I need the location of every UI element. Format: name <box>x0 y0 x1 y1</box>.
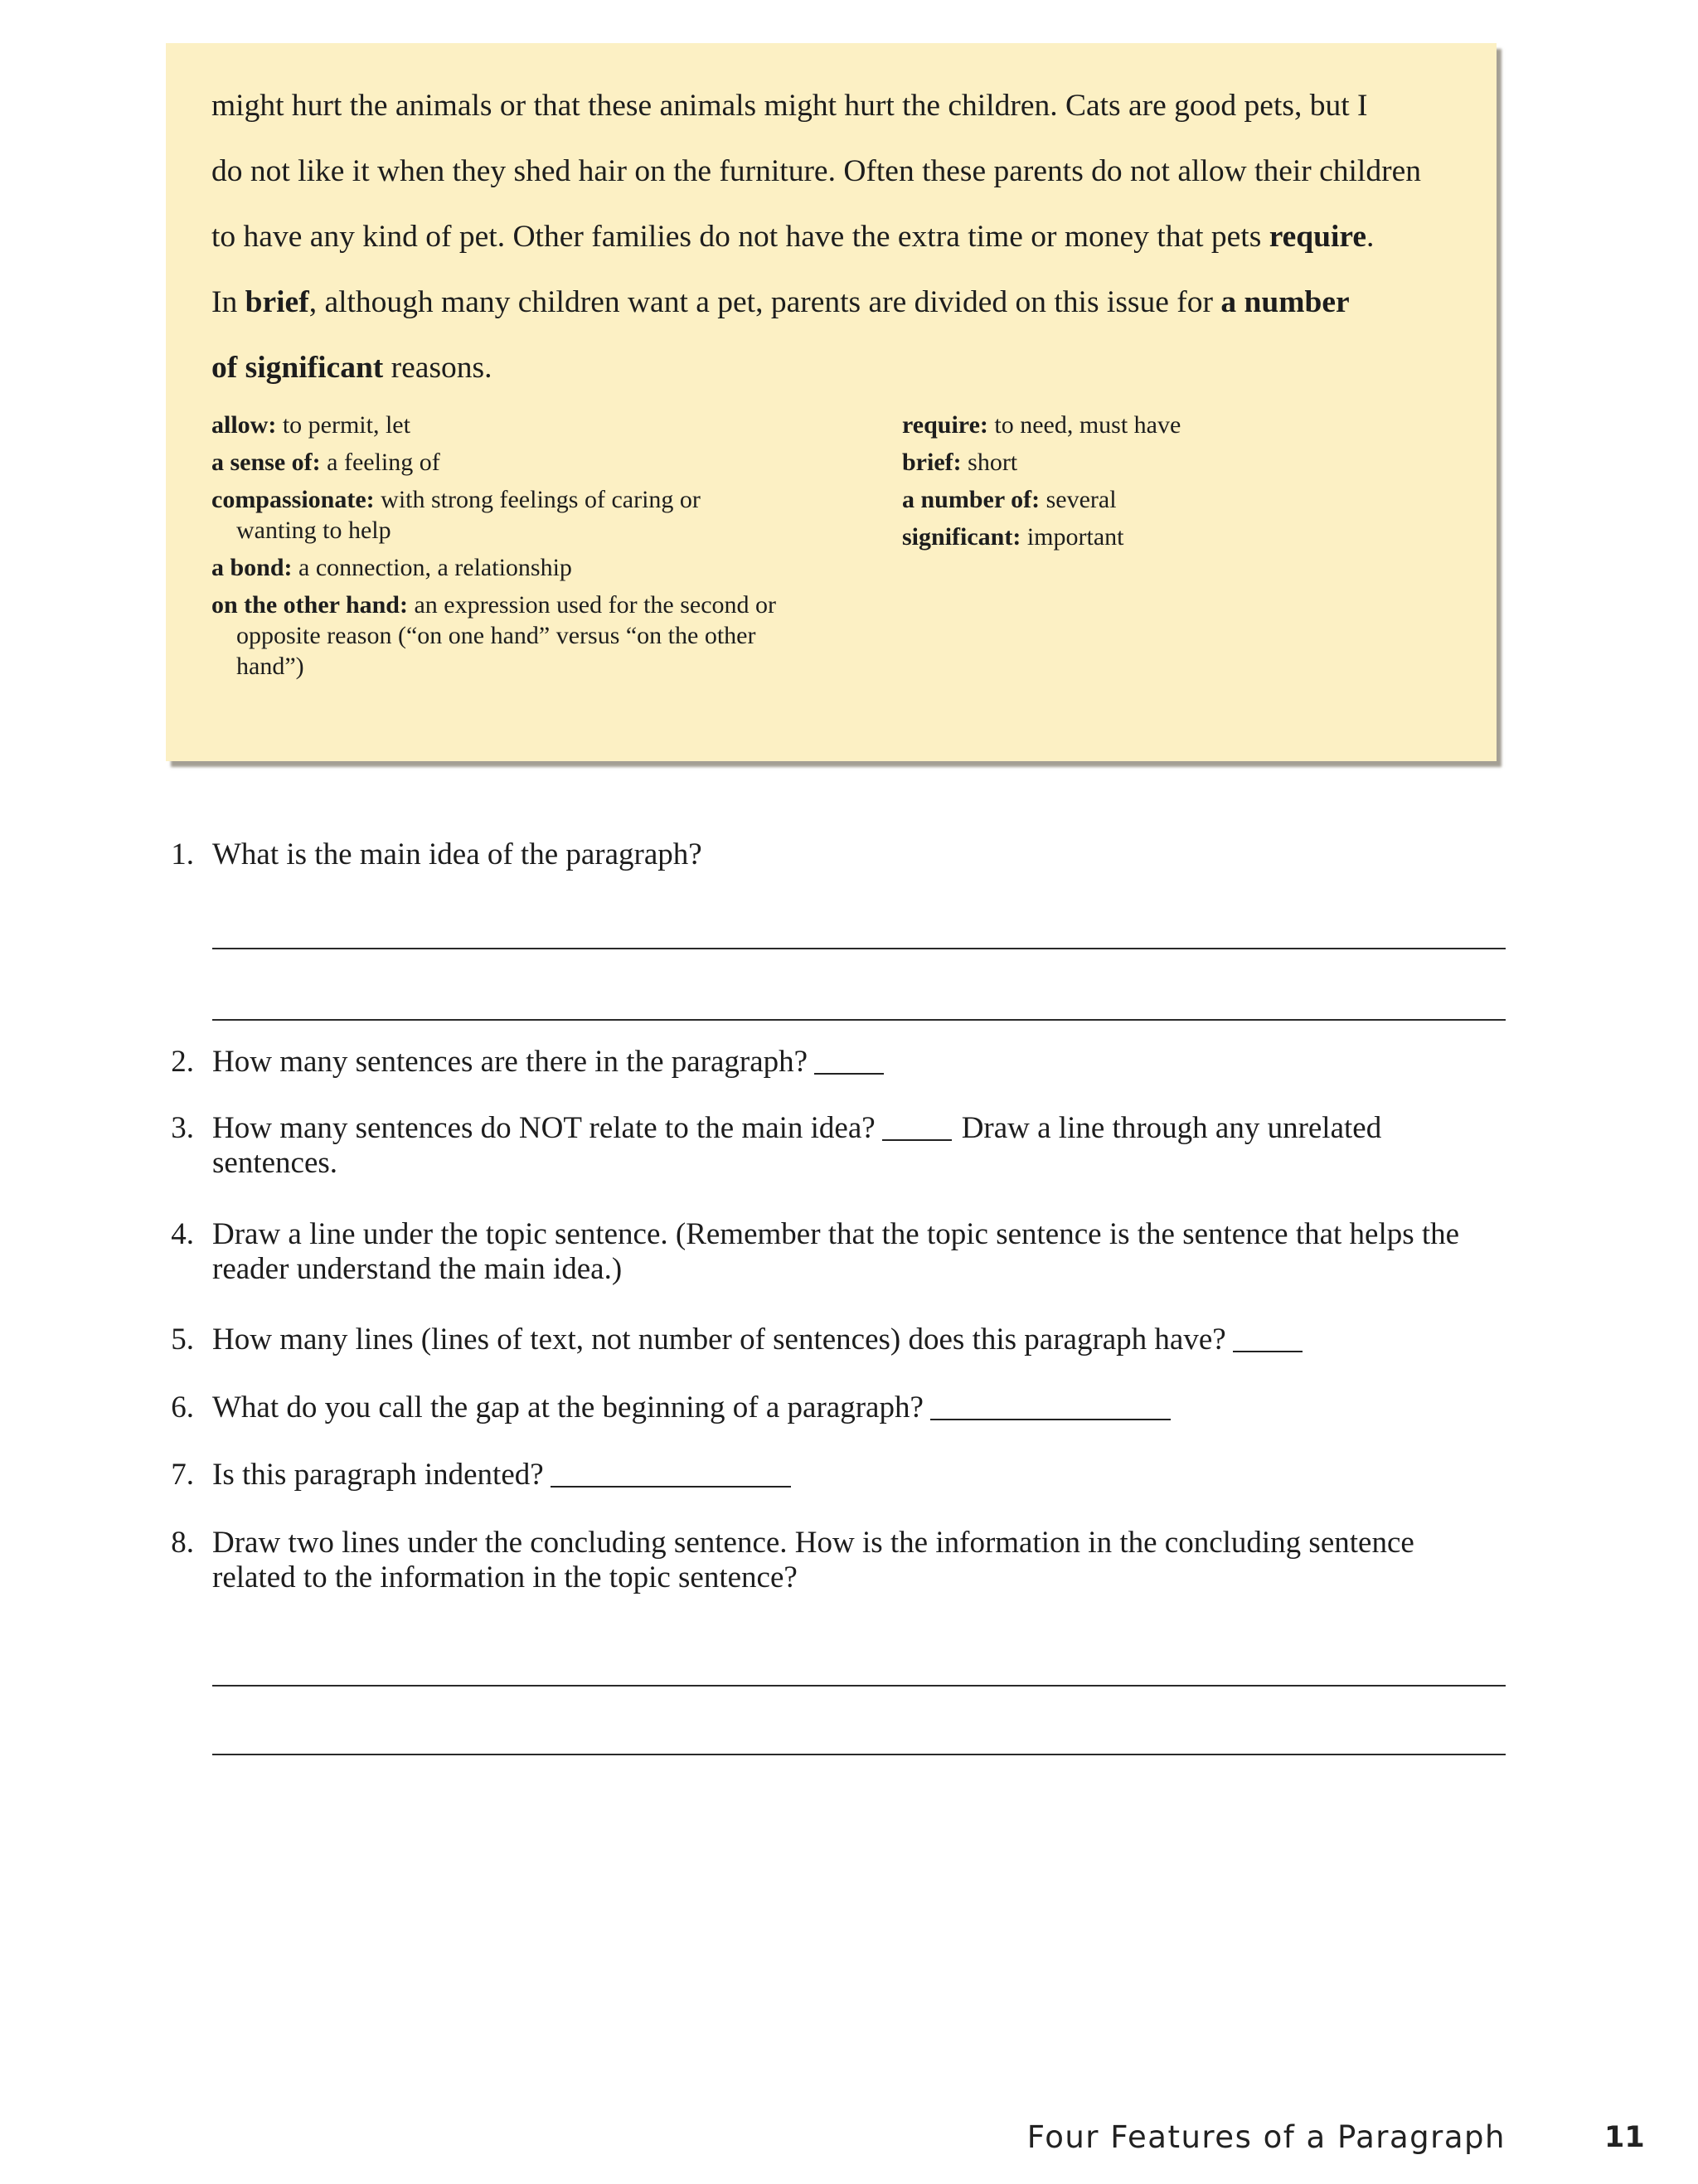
glossary-definition: a feeling of <box>320 449 440 476</box>
question-text-container <box>212 1390 1506 1425</box>
passage-text: , although many children want a pet, parents are divided on this issue for <box>308 285 1221 319</box>
glossary-entry <box>902 484 1466 515</box>
question-text: What do you call the gap at the beginning of a paragraph? <box>212 1390 924 1424</box>
passage-text: do not like it when they shed hair on the furniture. Often these parents do not allow their children <box>211 154 1421 188</box>
vocab-word-brief: brief <box>245 285 309 319</box>
glossary-definition: an expression used for the second or opposite reason (“on one hand” versus “on the other hand”) <box>236 591 777 680</box>
passage-line <box>211 335 1480 400</box>
glossary-entry <box>211 590 817 682</box>
question-number: 1. <box>171 837 194 871</box>
vocab-word-of-significant: of significant <box>211 351 384 385</box>
glossary-definition: to need, must have <box>987 411 1181 439</box>
footer-chapter-title: Four Features of a Paragraph <box>1026 2119 1506 2155</box>
glossary-right-column <box>902 410 1466 559</box>
glossary-definition: with strong feelings of caring or wanting to help <box>236 486 701 544</box>
glossary-entry <box>211 410 858 440</box>
question-text: How many lines (lines of text, not number of sentences) does this paragraph have? <box>212 1323 1226 1357</box>
question-number: 8. <box>171 1526 194 1560</box>
glossary-entry <box>211 447 858 478</box>
passage-text: . <box>1366 220 1375 254</box>
glossary-term: allow: <box>211 411 277 439</box>
reading-passage-box <box>166 43 1497 761</box>
answer-line-q1-2[interactable] <box>212 1019 1506 1021</box>
question-text-container <box>212 1458 1506 1492</box>
passage-line <box>211 73 1480 138</box>
answer-blank[interactable] <box>882 1111 952 1141</box>
question-text-container <box>212 1323 1506 1357</box>
answer-blank[interactable] <box>551 1458 791 1488</box>
question-text-container <box>212 1111 1464 1181</box>
glossary-definition: a connection, a relationship <box>292 554 572 581</box>
glossary-definition: important <box>1021 523 1124 551</box>
passage-text: reasons. <box>383 351 492 385</box>
passage-text: to have any kind of pet. Other families do not have the extra time or money that pets <box>211 220 1269 254</box>
glossary-term: a bond: <box>211 554 293 581</box>
answer-blank[interactable] <box>814 1045 884 1075</box>
passage-line <box>211 204 1480 269</box>
passage-text: might hurt the animals or that these animals might hurt the children. Cats are good pets, but I <box>211 89 1368 123</box>
glossary-term: significant: <box>902 523 1021 551</box>
answer-line-q8-1[interactable] <box>212 1685 1506 1687</box>
question-number: 6. <box>171 1390 194 1424</box>
passage-line <box>211 138 1480 204</box>
page-number: 11 <box>1604 2121 1645 2154</box>
glossary-term: a sense of: <box>211 449 321 476</box>
question-number: 2. <box>171 1045 194 1079</box>
passage-paragraph <box>211 73 1480 400</box>
vocab-word-a-number: a number <box>1220 285 1350 319</box>
glossary-left-column <box>211 410 858 688</box>
glossary-term: brief: <box>902 449 962 476</box>
answer-blank[interactable] <box>930 1390 1171 1420</box>
answer-line-q8-2[interactable] <box>212 1754 1506 1755</box>
glossary-definition: to permit, let <box>276 411 410 439</box>
glossary-entry <box>902 410 1466 440</box>
vocab-word-require: require <box>1269 220 1367 254</box>
question-text: How many sentences do NOT relate to the main idea? <box>212 1111 876 1145</box>
question-text-container <box>212 1045 1506 1080</box>
glossary-entry <box>902 447 1466 478</box>
question-number: 3. <box>171 1111 194 1145</box>
answer-line-q1-1[interactable] <box>212 948 1506 949</box>
glossary-entry <box>211 552 858 583</box>
answer-blank[interactable] <box>1233 1323 1303 1352</box>
glossary-term: a number of: <box>902 486 1041 513</box>
glossary-entry <box>902 522 1466 552</box>
question-text: Draw a line under the topic sentence. (Remember that the topic sentence is the sentence that helps the reader understand the main idea.) <box>212 1217 1460 1286</box>
glossary-term: require: <box>902 411 988 439</box>
question-number: 7. <box>171 1458 194 1492</box>
question-number: 5. <box>171 1323 194 1357</box>
glossary-term: compassionate: <box>211 486 375 513</box>
question-text: Is this paragraph indented? <box>212 1458 544 1492</box>
question-text: Draw a line through any unrelated sentences. <box>212 1111 1382 1180</box>
glossary-definition: short <box>961 449 1018 476</box>
question-text: Draw two lines under the concluding sentence. How is the information in the concluding sentence related to the information in the topic sentence? <box>212 1526 1414 1594</box>
passage-line <box>211 269 1480 335</box>
glossary-definition: several <box>1040 486 1117 513</box>
question-number: 4. <box>171 1217 194 1251</box>
passage-text: In <box>211 285 245 319</box>
question-text: How many sentences are there in the paragraph? <box>212 1045 808 1079</box>
glossary-term: on the other hand: <box>211 591 408 619</box>
question-text: What is the main idea of the paragraph? <box>212 837 702 871</box>
glossary-entry <box>211 484 734 546</box>
